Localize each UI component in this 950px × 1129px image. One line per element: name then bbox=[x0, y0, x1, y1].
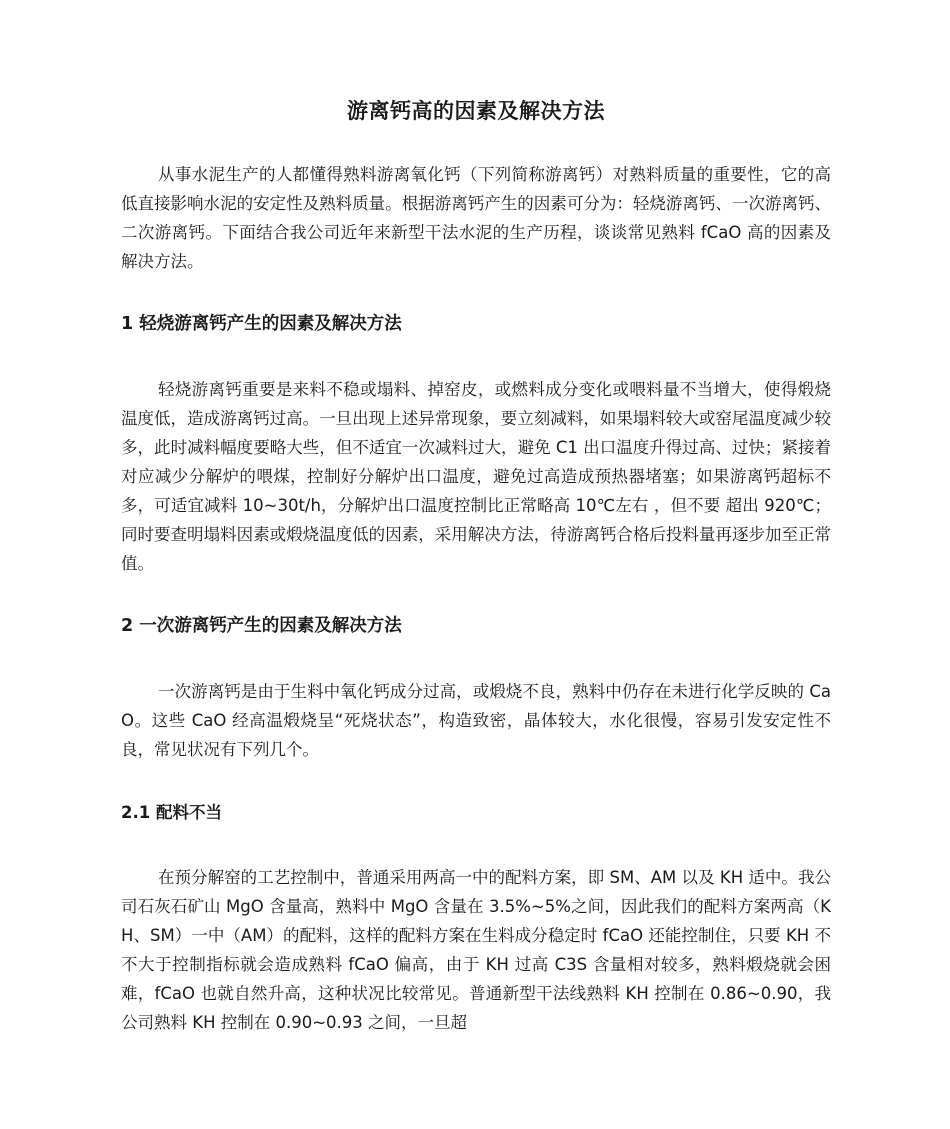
section-2-1-paragraph: 在预分解窑的工艺控制中，普通采用两高一中的配料方案，即 SM、AM 以及 KH 适中。我公司石灰石矿山 MgO 含量高，熟料中 MgO 含量在 3.5%~5%之间，因此我们的配料方案两高（KH、SM）一中（AM）的配料，这样的配料方案在生料成分稳定时 fCaO 还能控制住，只要 KH 不不大于控制指标就会造成熟料 fCaO 偏高，由于 KH 过高 C3S 含量相对较多，熟料煅烧就会困难，fCaO 也就自然升高，这种状况比较常见。普通新型干法线熟料 KH 控制在 0.86~0.90，我公司熟料 KH 控制在 0.90~0.93 之间，一旦超 bbox=[121, 868, 831, 1032]
section-2-heading: 2 一次游离钙产生的因素及解决方法 bbox=[121, 616, 402, 636]
section-1-heading: 1 轻烧游离钙产生的因素及解决方法 bbox=[121, 314, 402, 334]
document-page bbox=[121, 96, 831, 1037]
intro-paragraph: 从事水泥生产的人都懂得熟料游离氧化钙（下列简称游离钙）对熟料质量的重要性，它的高低直接影响水泥的安定性及熟料质量。根据游离钙产生的因素可分为：轻烧游离钙、一次游离钙、二次游离钙。下面结合我公司近年来新型干法水泥的生产历程，谈谈常见熟料 fCaO 高的因素及解决方法。 bbox=[121, 165, 831, 271]
section-2-paragraph: 一次游离钙是由于生料中氧化钙成分过高，或煅烧不良，熟料中仍存在未进行化学反映的 CaO。这些 CaO 经高温煅烧呈“死烧状态”，构造致密，晶体较大，水化很慢，容易引发安定性不良，常见状况有下列几个。 bbox=[121, 682, 831, 759]
section-2-1-heading: 2.1 配料不当 bbox=[121, 803, 222, 822]
section-1-paragraph: 轻烧游离钙重要是来料不稳或塌料、掉窑皮，或燃料成分变化或喂料量不当增大，使得煅烧温度低，造成游离钙过高。一旦出现上述异常现象，要立刻减料，如果塌料较大或窑尾温度减少较多，此时减料幅度要略大些，但不适宜一次减料过大，避免 C1 出口温度升得过高、过快；紧接着对应减少分解炉的喂煤，控制好分解炉出口温度，避免过高造成预热器堵塞；如果游离钙超标不多，可适宜减料 10~30t/h，分解炉出口温度控制比正常略高 10℃左右 ，但不要 超出 920℃；同时要查明塌料因素或煅烧温度低的因素，采用解决方法，待游离钙合格后投料量再逐步加至正常值。 bbox=[121, 380, 831, 573]
document-title: 游离钙高的因素及解决方法 bbox=[347, 99, 605, 123]
